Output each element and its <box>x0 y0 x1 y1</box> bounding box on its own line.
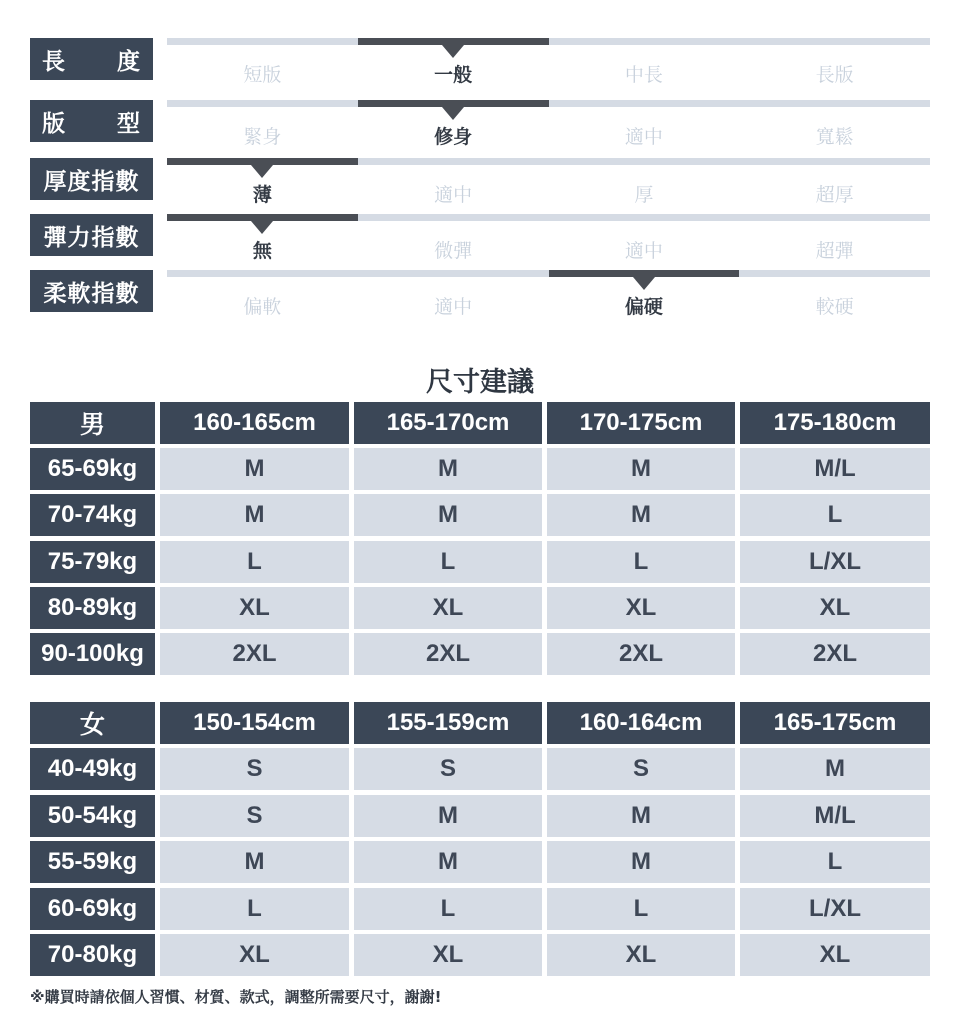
attribute-label <box>30 38 153 80</box>
size-cell: M <box>547 448 735 490</box>
rating-segment <box>549 100 740 107</box>
attribute-label-char: 長 <box>42 48 66 75</box>
size-cell: 2XL <box>354 633 542 675</box>
rating-marker-selected <box>549 270 740 277</box>
rating-option: 超厚 <box>815 184 854 206</box>
size-cell: XL <box>740 934 930 976</box>
size-cell: L <box>354 541 542 583</box>
size-cell: XL <box>354 934 542 976</box>
weight-header: 70-80kg <box>30 934 155 976</box>
rating-track <box>167 214 930 262</box>
size-cell: L/XL <box>740 541 930 583</box>
size-cell: L <box>740 494 930 536</box>
size-cell: L <box>160 888 349 930</box>
table-row <box>30 448 930 490</box>
attribute-label-char: 型 <box>117 110 141 137</box>
rating-segment <box>739 38 930 45</box>
attribute-row-length <box>30 38 930 86</box>
rating-track <box>167 270 930 318</box>
table-header-row <box>30 402 930 444</box>
weight-header: 40-49kg <box>30 748 155 790</box>
table-row <box>30 587 930 629</box>
weight-header: 50-54kg <box>30 795 155 837</box>
rating-segment <box>739 214 930 221</box>
rating-track <box>167 100 930 148</box>
size-cell: M/L <box>740 448 930 490</box>
size-cell: M <box>160 448 349 490</box>
height-header: 160-164cm <box>547 702 735 744</box>
size-cell: 2XL <box>547 633 735 675</box>
size-cell: M <box>354 494 542 536</box>
rating-option: 中長 <box>624 64 663 86</box>
rating-segment <box>549 158 740 165</box>
size-cell: XL <box>354 587 542 629</box>
table-row <box>30 934 930 976</box>
size-cell: L <box>160 541 349 583</box>
rating-option: 適中 <box>434 296 473 318</box>
rating-option: 微彈 <box>434 240 473 262</box>
size-cell: M <box>354 448 542 490</box>
size-cell: S <box>160 748 349 790</box>
attribute-row-fit <box>30 100 930 148</box>
size-cell: M <box>160 841 349 883</box>
rating-segment <box>358 158 549 165</box>
rating-option: 短版 <box>243 64 282 86</box>
rating-option: 薄 <box>252 184 272 206</box>
rating-option: 緊身 <box>243 126 282 148</box>
table-row <box>30 494 930 536</box>
size-cell: M <box>354 841 542 883</box>
height-header: 175-180cm <box>740 402 930 444</box>
rating-option: 寬鬆 <box>815 126 854 148</box>
rating-marker-selected <box>167 214 358 221</box>
rating-option: 超彈 <box>815 240 854 262</box>
rating-track <box>167 158 930 206</box>
rating-option: 無 <box>252 240 272 262</box>
rating-segment <box>167 100 358 107</box>
height-header: 150-154cm <box>160 702 349 744</box>
attribute-label-char: 版 <box>42 110 66 137</box>
size-guide-title: 尺寸建議 <box>426 367 534 398</box>
size-cell: S <box>354 748 542 790</box>
size-cell: M <box>547 795 735 837</box>
rating-segment <box>739 270 930 277</box>
attribute-row-elasticity <box>30 214 930 262</box>
footnote: ※購買時請依個人習慣、材質、款式，調整所需要尺寸，謝謝! <box>30 988 442 1006</box>
attribute-label: 彈力指數 <box>30 214 153 256</box>
size-cell: XL <box>547 587 735 629</box>
table-row <box>30 633 930 675</box>
rating-segment <box>739 158 930 165</box>
attribute-label: 厚度指數 <box>30 158 153 200</box>
weight-header: 80-89kg <box>30 587 155 629</box>
height-header: 170-175cm <box>547 402 735 444</box>
attribute-label <box>30 100 153 142</box>
height-header: 155-159cm <box>354 702 542 744</box>
size-cell: L <box>547 541 735 583</box>
weight-header: 55-59kg <box>30 841 155 883</box>
size-cell: 2XL <box>160 633 349 675</box>
size-cell: XL <box>740 587 930 629</box>
table-row <box>30 748 930 790</box>
rating-option: 適中 <box>624 240 663 262</box>
gender-header: 男 <box>30 402 155 444</box>
size-cell: M <box>160 494 349 536</box>
rating-track <box>167 38 930 86</box>
table-row <box>30 541 930 583</box>
rating-segment <box>167 270 358 277</box>
rating-segment <box>358 214 549 221</box>
rating-marker-selected <box>358 38 549 45</box>
size-cell: M <box>547 494 735 536</box>
rating-segment <box>549 214 740 221</box>
attribute-row-softness <box>30 270 930 318</box>
table-row <box>30 888 930 930</box>
rating-option: 適中 <box>434 184 473 206</box>
size-cell: L/XL <box>740 888 930 930</box>
table-row <box>30 795 930 837</box>
size-cell: M <box>547 841 735 883</box>
attribute-label-char: 度 <box>117 48 141 75</box>
size-cell: L <box>740 841 930 883</box>
size-cell: 2XL <box>740 633 930 675</box>
table-header-row <box>30 702 930 744</box>
weight-header: 70-74kg <box>30 494 155 536</box>
rating-option: 適中 <box>624 126 663 148</box>
size-cell: M <box>354 795 542 837</box>
weight-header: 75-79kg <box>30 541 155 583</box>
rating-marker-selected <box>167 158 358 165</box>
rating-segment <box>358 270 549 277</box>
rating-option: 較硬 <box>815 296 854 318</box>
size-cell: M/L <box>740 795 930 837</box>
table-row <box>30 841 930 883</box>
rating-option: 厚 <box>634 184 654 206</box>
size-cell: XL <box>160 934 349 976</box>
rating-option: 一般 <box>434 64 473 86</box>
height-header: 165-170cm <box>354 402 542 444</box>
size-cell: L <box>354 888 542 930</box>
height-header: 160-165cm <box>160 402 349 444</box>
size-cell: S <box>160 795 349 837</box>
rating-option: 偏軟 <box>243 296 282 318</box>
rating-segment <box>549 38 740 45</box>
height-header: 165-175cm <box>740 702 930 744</box>
gender-header: 女 <box>30 702 155 744</box>
size-cell: XL <box>547 934 735 976</box>
weight-header: 65-69kg <box>30 448 155 490</box>
rating-segment <box>739 100 930 107</box>
size-cell: M <box>740 748 930 790</box>
weight-header: 90-100kg <box>30 633 155 675</box>
attribute-label: 柔軟指數 <box>30 270 153 312</box>
rating-option: 偏硬 <box>624 296 663 318</box>
rating-segment <box>167 38 358 45</box>
attribute-row-thickness <box>30 158 930 206</box>
size-cell: XL <box>160 587 349 629</box>
weight-header: 60-69kg <box>30 888 155 930</box>
size-cell: L <box>547 888 735 930</box>
rating-option: 修身 <box>434 126 473 148</box>
size-cell: S <box>547 748 735 790</box>
rating-option: 長版 <box>815 64 854 86</box>
rating-marker-selected <box>358 100 549 107</box>
